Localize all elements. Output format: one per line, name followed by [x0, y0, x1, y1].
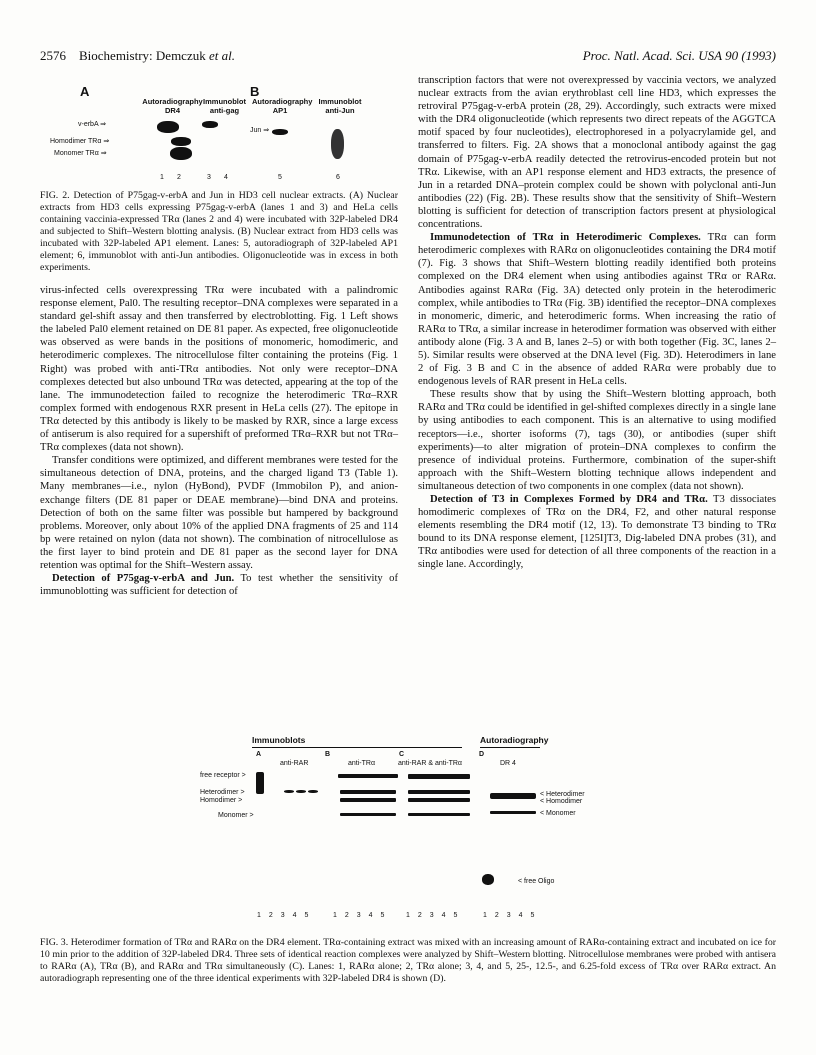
fig3-c-band-top — [408, 774, 470, 779]
fig3-autoradiography-rule — [480, 747, 540, 748]
fig3-d-band-free-oligo — [482, 874, 494, 885]
fig3-right-heterodimer: < Heterodimer — [540, 791, 585, 798]
right-paragraph-1: transcription factors that were not overexpressed by vaccinia vectors, we analyzed nuclear extracts from the avian erythroblast cell line HD3, which expresses the retroviral P75gag-v-erbA protein (28, 29). Accordingly, such extracts were mixed with the DR4 oligonucleotide (which represents two direct repeats of the AGGTCA motif spaced by four nucleotides), electrophoresed in a polyacrylamide gel, and transferred to filters. Fig. 2A shows that a monoclonal antibody against the gag domain of P75gag-v-erbA readily detected the retrovirus-encoded protein but not TRα. Likewise, with an AP1 response element and HD3 extracts, the presence of Jun in a retarded DNA–protein complex could be shown with polyclonal anti-Jun antibodies (22) (Fig. 2B). These results show that the sensitivity of Shift–Western blotting is sufficient for detection of transcription factors present at physiological concentrations. — [418, 75, 776, 231]
fig3-a-band-hetero-2 — [296, 790, 306, 793]
fig3-c-band-mono — [408, 813, 470, 816]
fig3-b-band-hetero — [340, 790, 396, 794]
section-heading-detection: Detection of P75gag-v-erbA and Jun. — [52, 573, 235, 585]
fig3-right-monomer: < Monomer — [540, 810, 576, 817]
fig3-row-monomer: Monomer > — [218, 812, 254, 819]
fig3-lanes-b: 1 2 3 4 5 — [333, 912, 385, 919]
figure-2: A B Autoradiography DR4 Immunoblot anti-gag Autoradiography AP1 Immunoblot anti-Jun v-erbA ⇒ Homodimer TRα ⇒ Monomer TRα ⇒ Jun ⇒ 1 2 3 4 5 6 — [50, 84, 362, 181]
fig3-b-band-homo — [340, 798, 396, 802]
fig3-panel-a: A — [256, 751, 262, 758]
running-header-left — [40, 48, 235, 64]
fig3-right-free-oligo: < free Oligo — [518, 878, 555, 885]
figure-3 — [200, 736, 620, 930]
fig3-c-band-hetero — [408, 790, 470, 794]
fig2-band-lane6 — [331, 129, 344, 159]
fig3-lanes-c: 1 2 3 4 5 — [406, 912, 458, 919]
authors-suffix: et al. — [208, 48, 235, 63]
fig2-band-lane2-monomer — [170, 147, 192, 160]
fig3-a-band-hetero-3 — [308, 790, 318, 793]
fig3-lanes-a: 1 2 3 4 5 — [257, 912, 309, 919]
fig3-row-free-receptor: free receptor > — [200, 772, 246, 779]
fig2-band-lane2-homodimer — [171, 137, 191, 146]
fig3-immunoblots-label: Immunoblots — [252, 735, 306, 745]
fig3-panel-b: B — [325, 751, 331, 758]
left-column-text — [40, 284, 398, 598]
fig2-row-verba: v-erbA ⇒ — [78, 121, 107, 128]
fig2-panel-b-label: B — [250, 84, 260, 99]
fig3-autoradiography-label: Autoradiography — [480, 735, 549, 745]
fig2-b-col1-label: Autoradiography AP1 — [252, 97, 313, 115]
fig3-row-heterodimer: Heterodimer > — [200, 789, 245, 796]
fig2-row-monomer: Monomer TRα ⇒ — [54, 150, 107, 157]
running-header-right: Proc. Natl. Acad. Sci. USA 90 (1993) — [582, 48, 776, 63]
fig3-a-title: anti-RAR — [280, 760, 309, 767]
fig2-band-lane1 — [157, 121, 179, 133]
right-paragraph-3: These results show that by using the Shift–Western blotting approach, both RARα and TRα could be identified in gel-shifted complexes directly in a single lane by using antibodies to each component. This is an alternative to using modified receptors—i.e., shorter isoforms (7), tags (30), or antibodies (super shift experiments)—to alter migration of protein–DNA complexes to confirm the presence of individual proteins. Furthermore, combination of the super-shift approach with the Shift–Western blotting technique allows independent and simultaneous detection of two components in one complex (data not shown). — [418, 389, 776, 492]
fig3-right-homodimer: < Homodimer — [540, 798, 583, 805]
fig2-row-jun: Jun ⇒ — [250, 127, 270, 134]
fig2-band-lane3 — [202, 121, 218, 128]
fig3-lanes-d: 1 2 3 4 5 — [483, 912, 535, 919]
fig3-a-band-hetero-1 — [284, 790, 294, 793]
fig3-panel-c: C — [399, 751, 405, 758]
fig3-d-title: DR 4 — [500, 760, 516, 767]
fig3-caption: FIG. 3. Heterodimer formation of TRα and RARα on the DR4 element. TRα-containing extract was mixed with an increasing amount of RARα-containing extract and incubated on ice for 10 min prior to the addition of 32P-labeled DR4. Three sets of identical reaction complexes were analyzed by Shift–Western blotting. Nitrocellulose membranes were probed with antisera to RARα (A), TRα (B), and RARα and TRα simultaneously (C). Lanes: 1, RARα alone; 2, TRα alone; 3, 4, and 5, 25-, 12.5-, and 6.25-fold excess of TRα over RARα extract. An autoradiograph representing one of the three identical experiments with 32P-labeled DR4 is shown (D). — [40, 937, 776, 984]
section-heading-t3-detection: Detection of T3 in Complexes Formed by DR4 and TRα. — [430, 494, 708, 505]
fig2-a-col1-label: Autoradiography DR4 — [142, 97, 203, 115]
fig3-a-band-free — [256, 772, 264, 794]
fig2-b-col2-label: Immunoblot anti-Jun — [318, 97, 362, 115]
fig3-b-title: anti-TRα — [348, 760, 375, 767]
right-paragraph-2: Immunodetection of TRα in Heterodimeric Complexes. TRα can form heterodimeric complexes with RARα on oligonucleotides containing the DR4 motif (7). Fig. 3 shows that Shift–Western blotting readily identified both proteins complexed on the DR4 element when using antibodies against TRα or RARα. Antibodies against RARα (Fig. 3A) detected only protein in the heterodimeric complex, while antibodies to TRα (Fig. 3B) identified the receptor–DNA complexes in monomeric, dimeric, and heterodimeric forms. When increasing the ratio of RARα to TRα, a similar increase in heterodimer formation was observed with either antibody alone (Fig. 3 A and B, lanes 2–5) or with both together (Fig. 3C, lanes 2–5). Similar results were observed at the DNA level (Fig. 3D). Heterodimers in lane 2 of Fig. 3 B and C in the absence of added RARα were probably due to endogenous levels of RAR present in HeLa cells. — [418, 232, 776, 388]
left-paragraph-1: virus-infected cells overexpressing TRα were incubated with a palindromic response element, Pal0. The resulting receptor–DNA complexes were separated in a standard gel-shift assay and then transferred by electroblotting. Fig. 1 Left shows the labeled Pal0 element retained on DE 81 paper. As expected, free oligonucleotide was observed as were bands in the positions of monomeric, homodimeric, and heterodimeric complexes. The nitrocellulose filter containing the proteins (Fig. 1 Right) was probed with anti-TRα antibodies. Not only were receptor–DNA complexes detected but also unbound TRα was detected, appearing at the top of the lane. The immunodetection failed to recognize the heterodimeric TRα–RXR complex formed with endogenous RXR present in HeLa cells (27). The epitope in TRα detected by this antibody is likely to be masked by RXR, since a large excess of antiserum is also required for a supershift of preformed TRα–RXR but not TRα–TRα complexes (data not shown). — [40, 285, 398, 454]
fig3-immunoblots-rule — [252, 747, 462, 748]
page-number: 2576 — [40, 48, 66, 63]
fig2-caption: FIG. 2. Detection of P75gag-v-erbA and Jun in HD3 cell nuclear extracts. (A) Nuclear extracts from HD3 cells expressing P75gag-v-erbA (lanes 1 and 3) and HeLa cells containing vaccinia-expressed TRα (lanes 2 and 4) were incubated with 32P-labeled DR4 and subjected to Shift–Western blotting analysis. (B) Nuclear extract from HD3 cells was incubated with 32P-labeled AP1 element. Lanes: 5, autoradiograph of 32P-labeled AP1 element; 6, immunoblot with anti-Jun antibodies. Oligonucleotide was in excess in both experiments. — [40, 190, 398, 273]
right-paragraph-4: Detection of T3 in Complexes Formed by DR4 and TRα. T3 dissociates homodimeric complexes of TRα on the DR4, F2, and other natural response elements resembling the DR4 motif (12, 13). To demonstrate T3 binding to TRα bound to its DNA response element, [125I]T3, Dig-labeled DNA probes (31), and TRα antibodies were used for detection of all three components of the reaction in a single lane. Accordingly, — [418, 494, 776, 571]
left-paragraph-2: Transfer conditions were optimized, and different membranes were tested for the simultaneous detection of DNA, proteins, and the charged ligand T3 (Table 1). Many membranes—i.e., nylon (HyBond), PVDF (Immobilon P), and anion-exchange filters (DE 81 paper or DEAE membrane)—bind DNA and proteins. Detection of both on the same filter was possible but hampered by background problems. Moreover, only about 10% of the applied DNA fragments of 25 and 114 bp were retained on nylon (data not shown). The combination of nitrocellulose as the first layer to bind protein and DE 81 paper as the second layer for DNA retention was optimal for the Shift–Western assay. — [40, 455, 398, 571]
fig3-c-title: anti-RAR & anti-TRα — [398, 760, 462, 767]
left-paragraph-3: Detection of P75gag-v-erbA and Jun. To test whether the sensitivity of immunoblotting was sufficient for detection of — [40, 573, 398, 598]
fig2-panel-a-label: A — [80, 84, 90, 99]
fig3-b-band-top — [338, 774, 398, 778]
fig2-a-col2-label: Immunoblot anti-gag — [203, 97, 246, 115]
fig3-d-band-mono — [490, 811, 536, 814]
section-heading-immunodetection: Immunodetection of TRα in Heterodimeric Complexes. — [430, 232, 701, 244]
section-title: Biochemistry: Demczuk — [79, 48, 206, 63]
fig3-panel-d: D — [479, 751, 485, 758]
fig3-row-homodimer: Homodimer > — [200, 797, 243, 804]
fig2-band-lane5 — [272, 129, 288, 135]
fig3-d-band-hetero — [490, 793, 536, 799]
fig3-b-band-mono — [340, 813, 396, 816]
fig2-row-homodimer: Homodimer TRα ⇒ — [50, 138, 110, 145]
right-column-text — [418, 74, 776, 572]
fig3-c-band-homo — [408, 798, 470, 802]
